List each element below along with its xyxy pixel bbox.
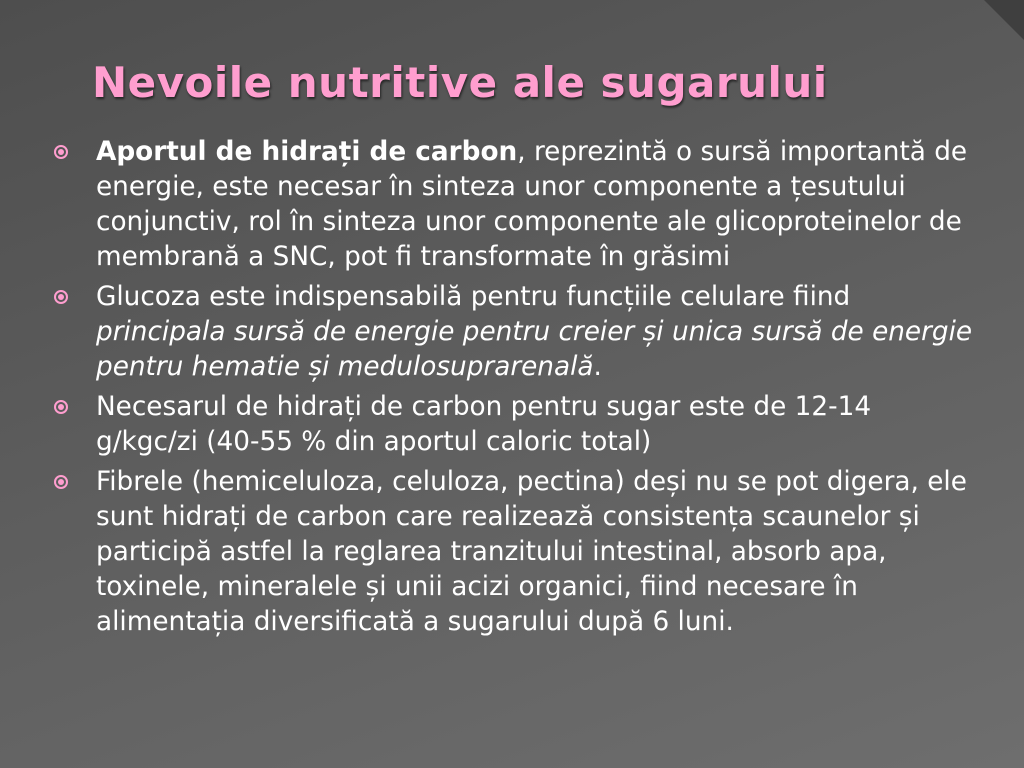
bullet-item-fibers — [52, 465, 974, 640]
slide-title: Nevoile nutritive ale sugarului — [92, 58, 828, 107]
bullet-italic-text: principala sursă de energie pentru creier și unica sursă de energie pentru hematie și medulosuprarenală — [96, 317, 973, 382]
bullet-item-requirement — [52, 390, 974, 460]
bullet-icon — [54, 400, 68, 414]
bullet-bold-text: Aportul de hidrați de carbon — [96, 137, 518, 167]
bullet-item-glucose — [52, 280, 974, 385]
bullet-icon — [54, 475, 68, 489]
bullet-text: Fibrele (hemiceluloza, celuloza, pectina) deși nu se pot digera, ele sunt hidrați de carbon care realizează consistența scaunelor și participă astfel la reglarea tranzitului intestinal, absorb apa, toxinele, mineralele și unii acizi organici, fiind necesare în alimentația diversificată a sugarului după 6 luni. — [96, 467, 967, 637]
bullet-icon — [54, 145, 68, 159]
bullet-item-carbohydrates — [52, 135, 974, 275]
bullet-text: Necesarul de hidrați de carbon pentru sugar este de 12-14 g/kgc/zi (40-55 % din aportul caloric total) — [96, 392, 872, 457]
bullet-text: , reprezintă o sursă importantă de energie, este necesar în sinteza unor componente a țesutului conjunctiv, rol în sinteza unor componente ale glicoproteinelor de membrană a SNC, pot fi transformate în grăsimi — [96, 137, 968, 272]
bullet-text-after: . — [593, 352, 602, 382]
bullet-icon — [54, 290, 68, 304]
bullet-text: Glucoza este indispensabilă pentru funcțiile celulare fiind — [96, 282, 851, 312]
corner-decoration — [984, 0, 1024, 40]
bullet-list — [52, 135, 974, 645]
